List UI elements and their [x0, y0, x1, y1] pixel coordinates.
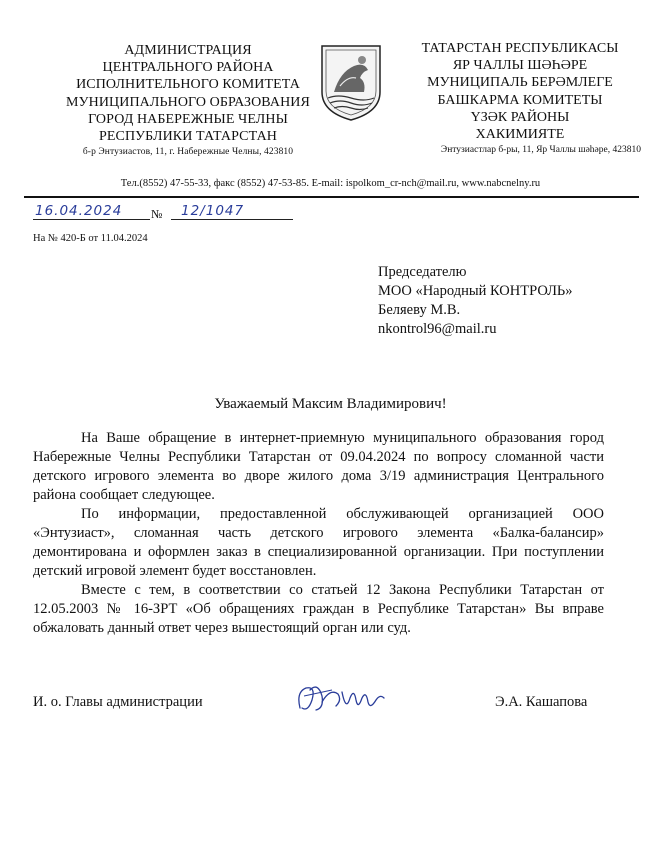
header-left-line: ЦЕНТРАЛЬНОГО РАЙОНА — [102, 60, 274, 76]
registration-number-label: № — [151, 207, 163, 221]
header-right-line: ХАКИМИЯТЕ — [475, 127, 565, 143]
header-left-line: МУНИЦИПАЛЬНОГО ОБРАЗОВАНИЯ — [66, 94, 310, 110]
header-left-address: б-р Энтузиастов, 11, г. Набережные Челны, 423810 — [82, 147, 294, 158]
header-right-block — [395, 40, 645, 156]
header-left-line: ГОРОД НАБЕРЕЖНЫЕ ЧЕЛНЫ — [88, 111, 288, 127]
body-paragraph: По информации, предоставленной обслуживающей организацией ООО «Энтузиаст», сломанная часть детского игрового элемента «Балка-балансир» демонтирована и оформлен заказ в специализированной организации. При поступлении детский игровой элемент будет восстановлен. — [33, 506, 604, 579]
header-left-line: ИСПОЛНИТЕЛЬНОГО КОМИТЕТА — [76, 77, 300, 93]
handwritten-signature — [292, 678, 392, 722]
salutation: Уважаемый Максим Владимирович! — [214, 396, 447, 412]
letter-body — [33, 429, 604, 638]
signatory-name: Э.А. Кашапова — [495, 694, 588, 710]
header-divider — [24, 196, 639, 198]
header-right-line: ЯР ЧАЛЛЫ ШӘҺӘРЕ — [452, 58, 588, 74]
signatory-position: И. о. Главы администрации — [33, 694, 203, 710]
header-left-line: РЕСПУБЛИКИ ТАТАРСТАН — [98, 129, 277, 145]
header-right-address: Энтузиастлар б-ры, 11, Яр Чаллы шәһәре, 423810 — [440, 145, 641, 156]
registration-date: 16.04.2024 — [33, 203, 150, 220]
header-left-block — [40, 42, 336, 158]
header-right-line: БАШКАРМА КОМИТЕТЫ — [437, 92, 603, 108]
addressee-line: МОО «Народный КОНТРОЛЬ» — [378, 283, 573, 299]
addressee-block — [378, 263, 572, 339]
header-right-line: МУНИЦИПАЛЬ БЕРӘМЛЕГЕ — [427, 75, 613, 91]
header-left-line: АДМИНИСТРАЦИЯ — [124, 43, 252, 58]
reference-line: На № 420-Б от 11.04.2024 — [33, 233, 148, 244]
body-paragraph: Вместе с тем, в соответствии со статьей 12 Закона Республики Татарстан от 12.05.2003 № 16-ЗРТ «Об обращениях граждан в Республике Татарстан» Вы вправе обжаловать данный ответ через вышестоящий орган или суд. — [33, 582, 604, 636]
addressee-line: Беляеву М.В. — [378, 302, 461, 318]
header-right-line: ҮЗӘК РАЙОНЫ — [470, 109, 570, 125]
header-right-line: ТАТАРСТАН РЕСПУБЛИКАСЫ — [421, 41, 619, 56]
body-paragraph: На Ваше обращение в интернет-приемную муниципального образования город Набережные Челны Республики Татарстан от 09.04.2024 по вопросу сломанной части детского игрового элемента во дворе жилого дома 3/19 администрация Центрального района сообщает следующее. — [33, 430, 604, 503]
addressee-line: Председателю — [378, 264, 467, 280]
registration-number: 12/1047 — [171, 203, 293, 220]
coat-of-arms-emblem — [318, 42, 384, 122]
addressee-email: nkontrol96@mail.ru — [378, 321, 497, 337]
contacts-line: Тел.(8552) 47-55-33, факс (8552) 47-53-85. E-mail: ispolkom_cr-nch@mail.ru, www.nabcnelny.ru — [120, 178, 541, 189]
